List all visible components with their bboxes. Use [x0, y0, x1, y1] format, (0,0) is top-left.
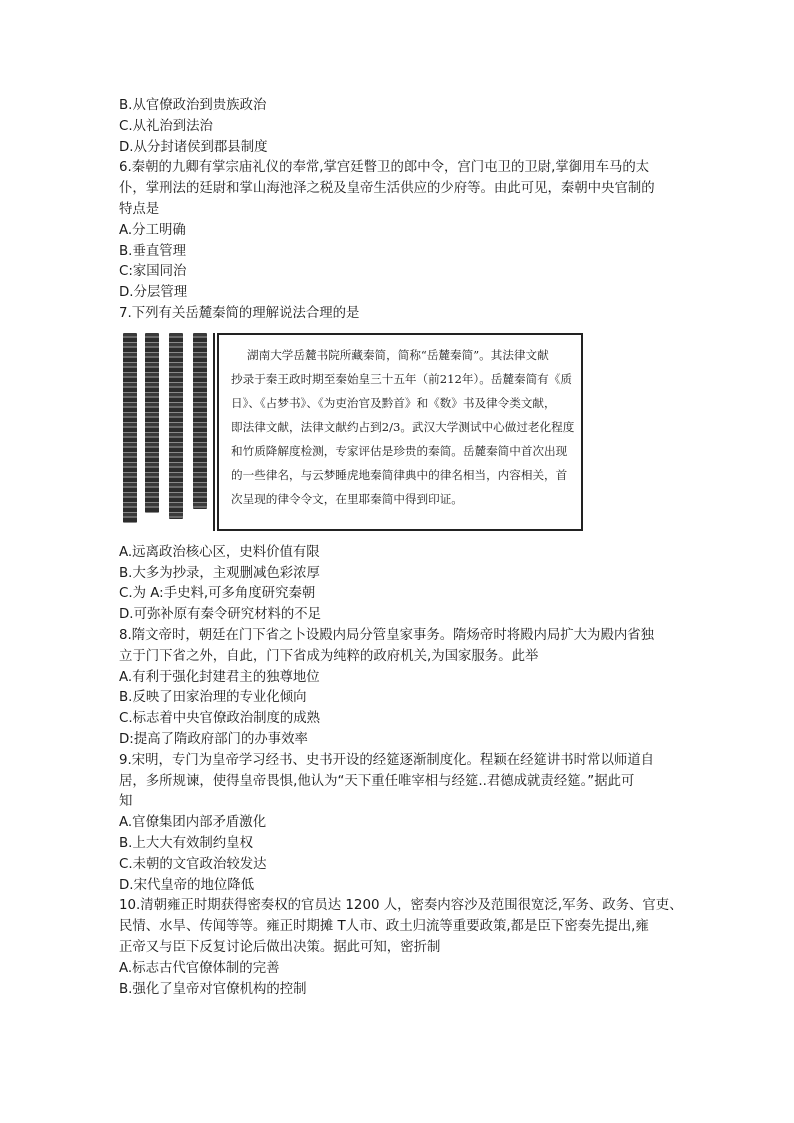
question-10-line-2: 民情、水旱、传闻等等。雍正时期摊 T人市、政土归流等重要政策,都是臣下密奏先提出,雍	[119, 919, 649, 935]
question-9-line-1: 9.宋明，专门为皇帝学习经书、史书开设的经筵逐渐制度化。程颖在经筵讲书时常以师道自	[119, 752, 655, 768]
option-10a: A.标志古代官僚体制的完善	[119, 960, 280, 976]
question-9-line-2: 居，多所规谏，使得皇帝畏惧,他认为“天下重任唯宰相与经筵..君德成就责经筵。”据此可	[119, 773, 635, 789]
option-7b: B.大多为抄录，主观删减色彩浓厚	[119, 565, 320, 581]
option-7d: D.可弥补原有秦令研究材料的不足	[119, 607, 322, 623]
figure-text-line: 的一些律名，与云梦睡虎地秦简律典中的律名相当，内容相关，首	[231, 467, 568, 482]
option-10b: B.强化了皇帝对官僚机构的控制	[119, 981, 307, 997]
figure-text-line: 次呈现的律令令文，在里耶秦简中得到印证。	[231, 491, 463, 506]
option-8d: D:提高了隋政府部门的办事效率	[119, 731, 308, 747]
option-9b: B.上大大有效制约皇权	[119, 835, 253, 851]
question-10-line-1: 10.清朝雍正时期获得密奏权的官员达 1200 人，密奏内容沙及范围很宽泛,军务、政务、官吏、	[119, 898, 683, 914]
figure-text-line: 和竹质降解度检测，专家评估是珍贵的秦简。岳麓秦简中首次出现	[231, 443, 568, 458]
figure-divider	[213, 333, 215, 531]
exam-page	[119, 96, 683, 1000]
block-bottom	[119, 543, 683, 1001]
option-5b: B.从官僚政治到贵族政治	[119, 98, 267, 113]
question-9-line-3: 知	[119, 794, 133, 810]
option-9d: D.宋代皇帝的地位降低	[119, 877, 255, 893]
option-8a: A.有利于强化封建君主的独尊地位	[119, 669, 320, 685]
option-5d: D.从分封诸侯到郡县制度	[119, 139, 268, 155]
option-7c: C.为 A:手史料,可多角度研究秦朝	[119, 586, 316, 602]
option-6b: B.垂直管理	[119, 243, 187, 259]
option-6a: A.分工明确	[119, 222, 186, 238]
figure-text-line: 日》、《占梦书》、《为吏治官及黔首》和《数》书及律令类文献，	[231, 395, 556, 410]
question-6-line-1: 6.秦朝的九卿有掌宗庙礼仪的奉常,掌宫廷瞥卫的郎中令，宫门屯卫的卫尉,掌御用车马的太	[119, 160, 650, 176]
figure-text-line: 抄录于秦王政时期至秦始皇三十五年（前212年）。岳麓秦简有《质	[231, 371, 572, 386]
figure-text-line: 湖南大学岳麓书院所藏秦简，简称“岳麓秦简”。其法律文献	[247, 347, 549, 362]
block-top	[119, 96, 679, 325]
question-7-stem: 7.下列有关岳麓秦简的理解说法合理的是	[119, 305, 360, 321]
option-9c: C.未朝的文官政治较发达	[119, 856, 267, 872]
option-9a: A.官僚集团内部矛盾激化	[119, 815, 267, 831]
question-8-line-1: 8.隋文帝时，朝廷在门下省之卜设殿内局分管皇家事务。隋炀帝时将殿内局扩大为殿内省独	[119, 627, 655, 643]
question-6-line-2: 仆，掌刑法的廷尉和掌山海池泽之税及皇帝生活供应的少府等。由此可见，秦朝中央官制的	[119, 181, 655, 197]
option-8b: B.反映了田家治理的专业化倾向	[119, 690, 307, 706]
option-7a: A.远离政治核心区，史料价值有限	[119, 544, 320, 560]
bamboo-slips-image	[121, 333, 211, 533]
figure-textbox	[217, 333, 583, 531]
option-6c: C:家国同治	[119, 264, 187, 280]
figure-text-line: 即法律文献，法律文献约占到2/3。武汉大学测试中心做过老化程度	[231, 419, 575, 434]
question-10-line-3: 正帝又与臣下反复讨论后做出决策。据此可知，密折制	[119, 939, 441, 955]
question-6-line-3: 特点是	[119, 201, 160, 217]
bamboo-slips-figure	[119, 331, 587, 537]
option-5c: C.从礼治到法治	[119, 118, 213, 134]
question-8-line-2: 立于门下省之外，自此，门下省成为纯粹的政府机关,为国家服务。此举	[119, 648, 539, 664]
option-6d: D.分层管理	[119, 285, 188, 301]
option-8c: C.标志着中央官僚政治制度的成熟	[119, 711, 321, 727]
